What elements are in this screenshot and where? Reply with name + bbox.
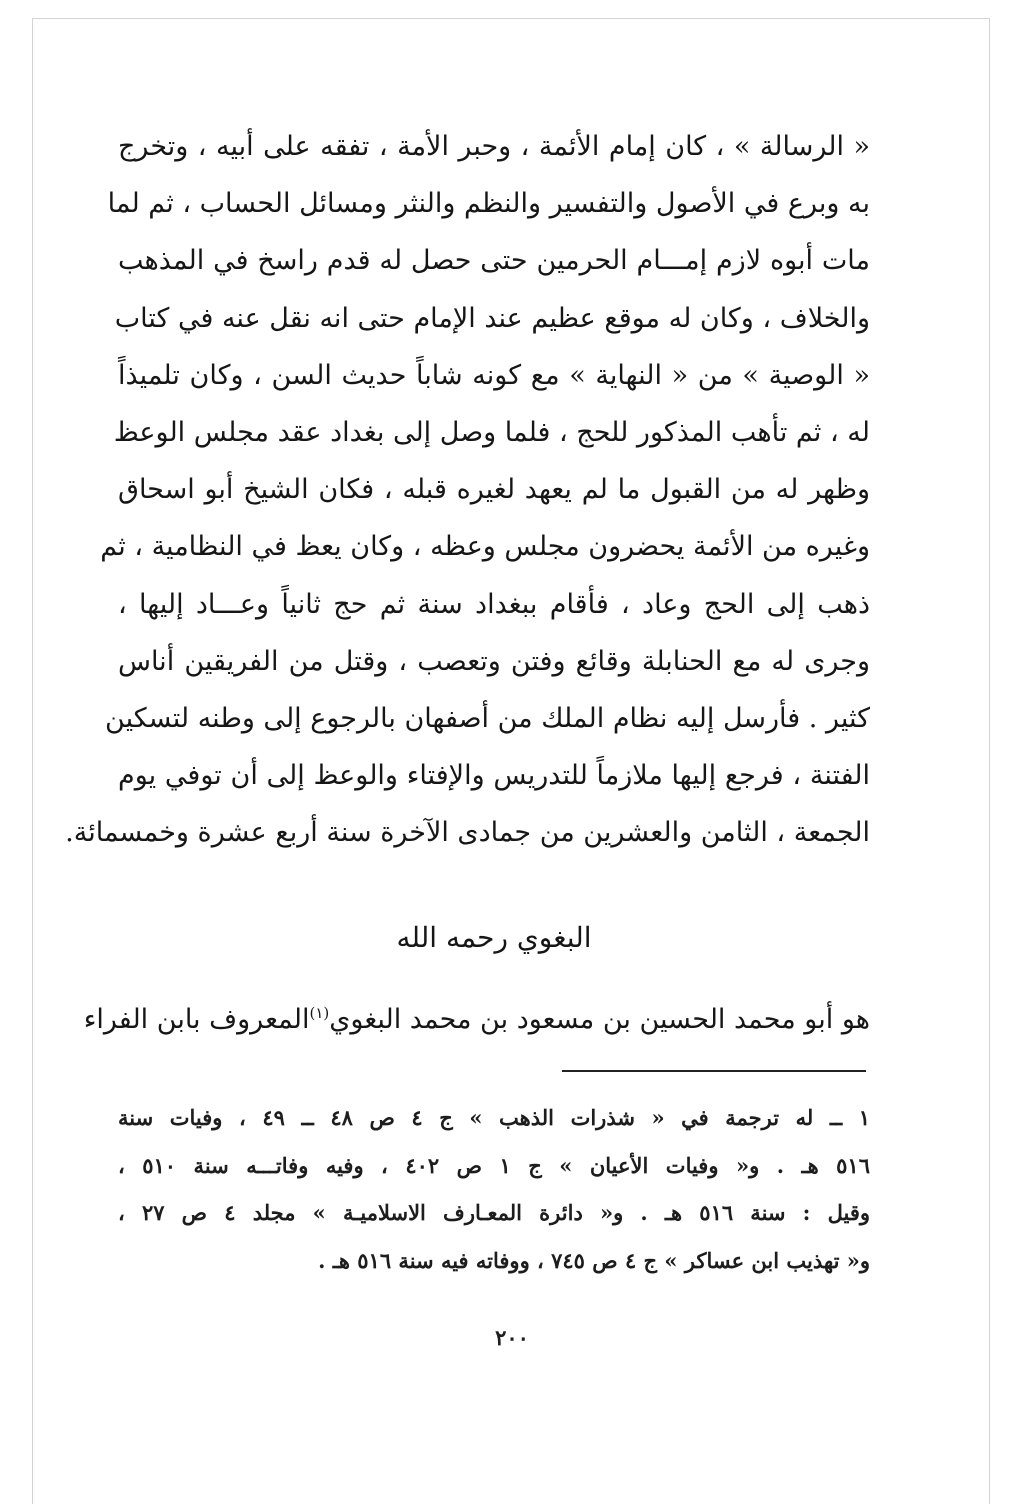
body-line: « الرسالة » ، كان إمام الأئمة ، وحبر الأمة ، تفقه على أبيه ، وتخرج — [118, 131, 870, 162]
footnote-line: ١ ــ له ترجمة في « شذرات الذهب » ج ٤ ص ٤٨ ــ ٤٩ ، وفيات سنة — [118, 1105, 871, 1130]
body-line: به وبرع في الأصول والتفسير والنظم والنثر ومسائل الحساب ، ثم لما — [107, 188, 870, 220]
body-line: مات أبوه لازم إمـــام الحرمين حتى حصل له قدم راسخ في المذهب — [118, 245, 870, 277]
body-line: له ، ثم تأهب المذكور للحج ، فلما وصل إلى بغداد عقد مجلس الوعظ — [113, 416, 870, 448]
body-line: كثير . فأرسل إليه نظام الملك من أصفهان بالرجوع إلى وطنه لتسكين — [105, 702, 870, 734]
intro-text-end: المعروف بابن الفراء — [83, 1004, 310, 1035]
footnote-reference[interactable]: (١) — [309, 1004, 330, 1022]
footnote-line: و« تهذيب ابن عساكر » ج ٤ ص ٧٤٥ ، ووفاته فيه سنة ٥١٦ هـ . — [318, 1247, 870, 1273]
body-line: « الوصية » من « النهاية » مع كونه شاباً حديث السن ، وكان تلميذاً — [118, 359, 870, 391]
body-line: والخلاف ، وكان له موقع عظيم عند الإمام حتى انه نقل عنه في كتاب — [114, 302, 870, 334]
page-number: ٢٠٠ — [495, 1325, 529, 1350]
body-line: وغيره من الأئمة يحضرون مجلس وعظه ، وكان يعظ في النظامية ، ثم — [100, 531, 870, 563]
footnote-line: وقيل : سنة ٥١٦ هـ . و« دائرة المعـارف الاسلاميـة » مجلد ٤ ص ٢٧ ، — [118, 1200, 871, 1225]
body-line: ذهب إلى الحج وعاد ، فأقام ببغداد سنة ثم حج ثانياً وعـــاد إليها ، — [118, 588, 870, 620]
footnote-line: ٥١٦ هـ . و« وفيات الأعيان » ج ١ ص ٤٠٢ ، وفيه وفاتـــه سنة ٥١٠ ، — [118, 1152, 870, 1178]
section-heading: البغوي رحمه الله — [396, 921, 592, 954]
body-line: الجمعة ، الثامن والعشرين من جمادى الآخرة سنة أربع عشرة وخمسمائة. — [65, 817, 870, 849]
body-line: وجرى له مع الحنابلة وقائع وفتن وتعصب ، وقتل من الفريقين أناس — [118, 645, 870, 677]
body-line: الفتنة ، فرجع إليها ملازماً للتدريس والإفتاء والوعظ إلى أن توفي يوم — [118, 760, 870, 792]
intro-text-start: هو أبو محمد الحسين بن مسعود بن محمد البغوي — [329, 1004, 870, 1035]
intro-line — [83, 992, 870, 1048]
footnote-divider — [562, 1070, 866, 1072]
body-text — [65, 118, 870, 861]
footnotes — [118, 1094, 870, 1284]
body-line: وظهر له من القبول ما لم يعهد لغيره قبله ، فكان الشيخ أبو اسحاق — [118, 474, 870, 506]
